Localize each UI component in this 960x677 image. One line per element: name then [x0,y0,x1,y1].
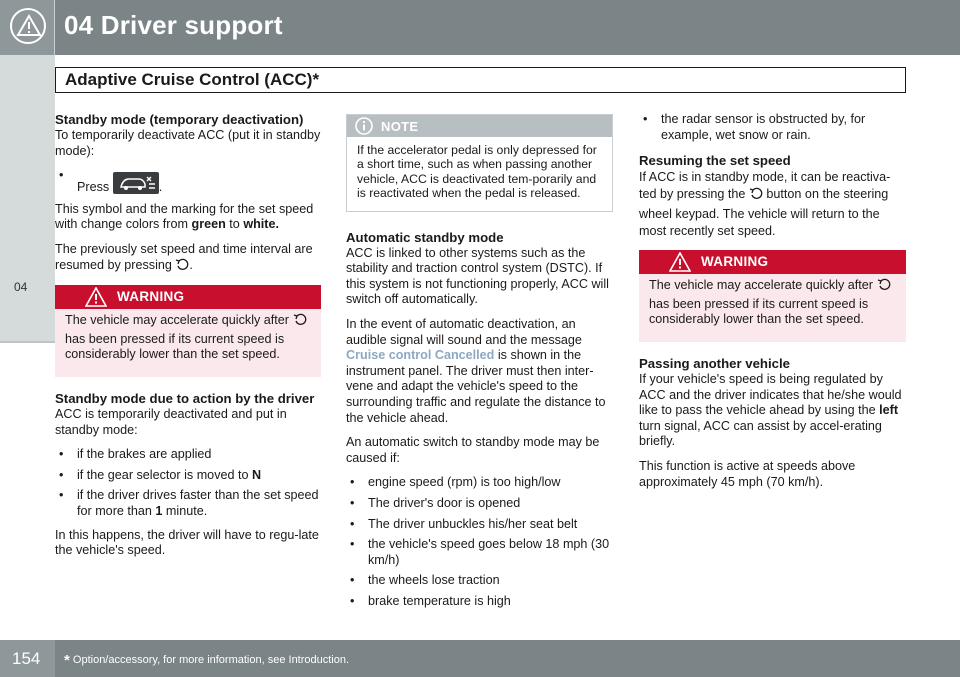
column-middle [346,114,613,618]
resume-arrow-icon [175,258,189,277]
paragraph-standby-driver: ACC is temporarily deactivated and put in standby mode: [55,406,287,437]
heading-passing-vehicle: Passing another vehicle [639,355,790,371]
resume-arrow-icon [749,187,763,206]
warning-title: WARNING [701,254,769,270]
heading-resuming-speed: Resuming the set speed [639,153,791,169]
list-item: • The driver's door is opened [346,496,613,512]
section-title: Adaptive Cruise Control (ACC)* [65,70,320,89]
header-icon-area [0,0,55,55]
paragraph-resume: If ACC is in standby mode, it can be reactiva-ted by pressing the button on the steering wheel keypad. The vehicle will return to the most recently set speed. [639,170,891,239]
note-header [347,115,612,137]
page-header [0,0,960,55]
warning-triangle-icon [10,8,46,44]
note-box [346,114,613,212]
list-item: • if the gear selector is moved to N [55,468,321,484]
info-icon [355,117,373,135]
note-title: NOTE [381,119,419,134]
warning-title: WARNING [117,289,185,305]
warning-triangle-icon [85,287,107,307]
list-item: • the wheels lose traction [346,573,613,589]
list-item: • brake temperature is high [346,594,613,610]
list-item: • the vehicle's speed goes below 18 mph (30 km/h) [346,537,613,568]
list-item: • the radar sensor is obstructed by, for example, wet snow or rain. [639,112,906,143]
acc-standby-symbol-icon [113,172,159,194]
resume-arrow-icon [293,313,307,332]
warning-header [55,285,321,309]
page-number: 154 [12,649,41,668]
warning-text: The vehicle may accelerate quickly after has been pressed if its current speed is considerably lower than the set speed. [55,309,321,377]
warning-text: The vehicle may accelerate quickly after has been pressed if its current speed is considerably lower than the set speed. [639,274,906,342]
list-item-press: • Press . [55,168,321,196]
paragraph-symbol-color: This symbol and the marking for the set speed with change colors from green to white. [55,201,314,232]
paragraph-resume: The previously set speed and time interval are resumed by pressing . [55,242,321,276]
warning-box [639,250,906,342]
resume-arrow-icon [877,278,891,297]
footnote: * Option/accessory, for more information, see Introduction. [64,652,350,669]
list-item: • if the driver drives faster than the set speed for more than 1 minute. [55,488,321,519]
paragraph-regulate: In this happens, the driver will have to regu-late the vehicle's speed. [55,527,319,558]
paragraph-event: In the event of automatic deactivation, an audible signal will sound and the message Cruise control Cancelled is shown in the instrument panel. The driver must then inter-vene and adapt the vehicle's speed to the surrounding traffic and regulate the distance to the vehicle ahead. [346,317,606,425]
warning-triangle-icon [669,252,691,272]
warning-header [639,250,906,274]
heading-standby-driver: Standby mode due to action by the driver [55,390,315,406]
list-item: • The driver unbuckles his/her seat belt [346,517,613,533]
column-right [639,112,906,499]
paragraph-switch: An automatic switch to standby mode may be caused if: [346,435,600,465]
paragraph-auto: ACC is linked to other systems such as the stability and traction control system (DSTC). If this system is not functioning properly, ACC will switch off automatically. [346,245,609,307]
paragraph-passing: If your vehicle's speed is being regulated by ACC and the driver indicates that he/she would like to pass the vehicle ahead by using the left turn signal, ACC can assist by accel-erating briefly. [639,371,902,449]
column-left [55,112,321,568]
page-footer [0,640,960,677]
instrument-message: Cruise control Cancelled [346,348,495,363]
list-item: • if the brakes are applied [55,447,321,463]
paragraph-standby-intro: To temporarily deactivate ACC (put it in standby mode): [55,128,321,158]
list-item: • engine speed (rpm) is too high/low [346,475,613,491]
side-tab-label: 04 [14,280,28,294]
note-text: If the accelerator pedal is only depressed for a short time, such as when passing another vehicle, ACC is deactivated tem-porarily and is reactivated when the pedal is released. [357,143,597,201]
footer-page-area [0,640,55,677]
heading-automatic-standby: Automatic standby mode [346,229,504,245]
section-title-bar [55,67,906,93]
chapter-title: 04 Driver support [64,10,283,40]
heading-standby-mode: Standby mode (temporary deactivation) [55,112,304,127]
warning-box [55,285,321,377]
paragraph-active-speed: This function is active at speeds above approximately 45 mph (70 km/h). [639,458,856,489]
chapter-side-tab[interactable] [0,55,55,343]
